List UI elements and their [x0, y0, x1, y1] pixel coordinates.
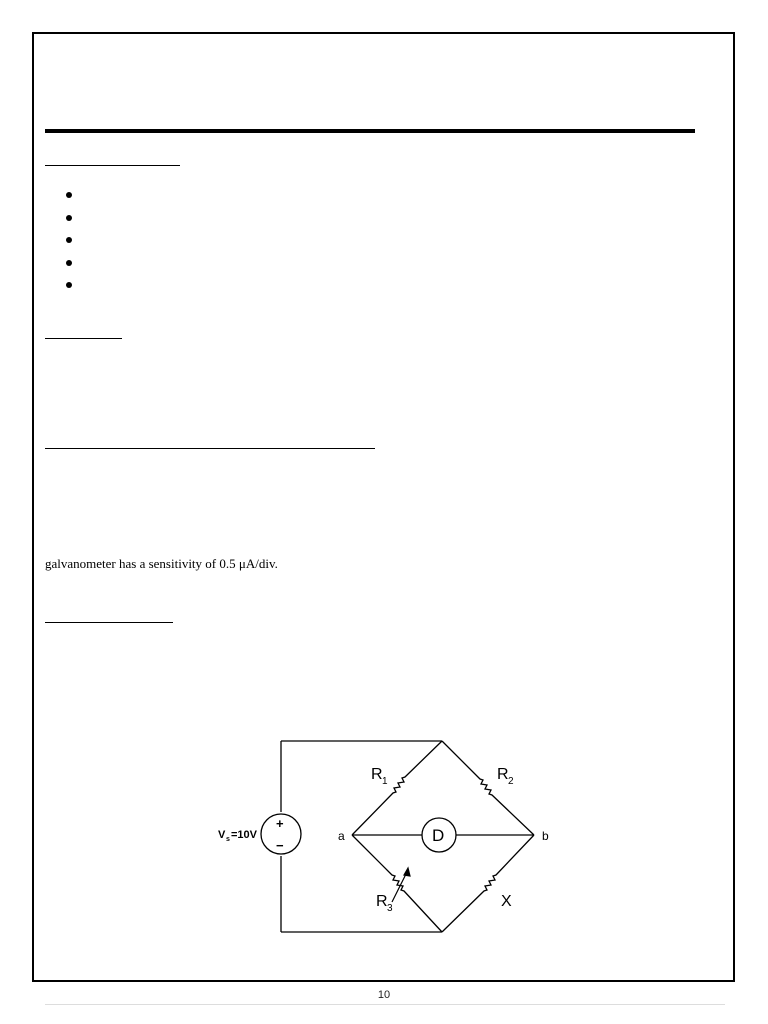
r2-label-main: R [497, 766, 509, 783]
resistor-x [442, 835, 534, 932]
r3-label-sub: 3 [387, 903, 393, 914]
source-label-main: V [218, 829, 226, 841]
resistor-r3 [352, 835, 442, 932]
heading-rule-problem [45, 448, 375, 449]
galvanometer-text: galvanometer has a sensitivity of 0.5 μA/div. [45, 556, 278, 571]
heading-rule-objectives [45, 165, 180, 166]
source-label-sub: s [226, 836, 230, 843]
detector-label: D [432, 826, 445, 845]
page-number: 10 [377, 989, 391, 1001]
x-label: X [501, 893, 512, 910]
wheatstone-bridge-diagram [210, 730, 570, 940]
source-plus: + [276, 816, 284, 831]
source-minus: − [276, 838, 284, 853]
r1-label-main: R [371, 766, 383, 783]
r1-label-sub: 1 [382, 776, 388, 787]
heading-rule-theory [45, 338, 122, 339]
source-label-value: =10V [231, 829, 257, 841]
node-a-label: a [338, 829, 345, 843]
footer-rule [45, 1004, 725, 1005]
variable-resistor-arrow-icon [392, 868, 410, 902]
resistor-r2 [442, 741, 534, 835]
title-rule [45, 129, 695, 133]
heading-rule-procedure [45, 622, 173, 623]
r3-label-main: R [376, 893, 388, 910]
node-b-label: b [542, 829, 549, 843]
r2-label-sub: 2 [508, 776, 514, 787]
